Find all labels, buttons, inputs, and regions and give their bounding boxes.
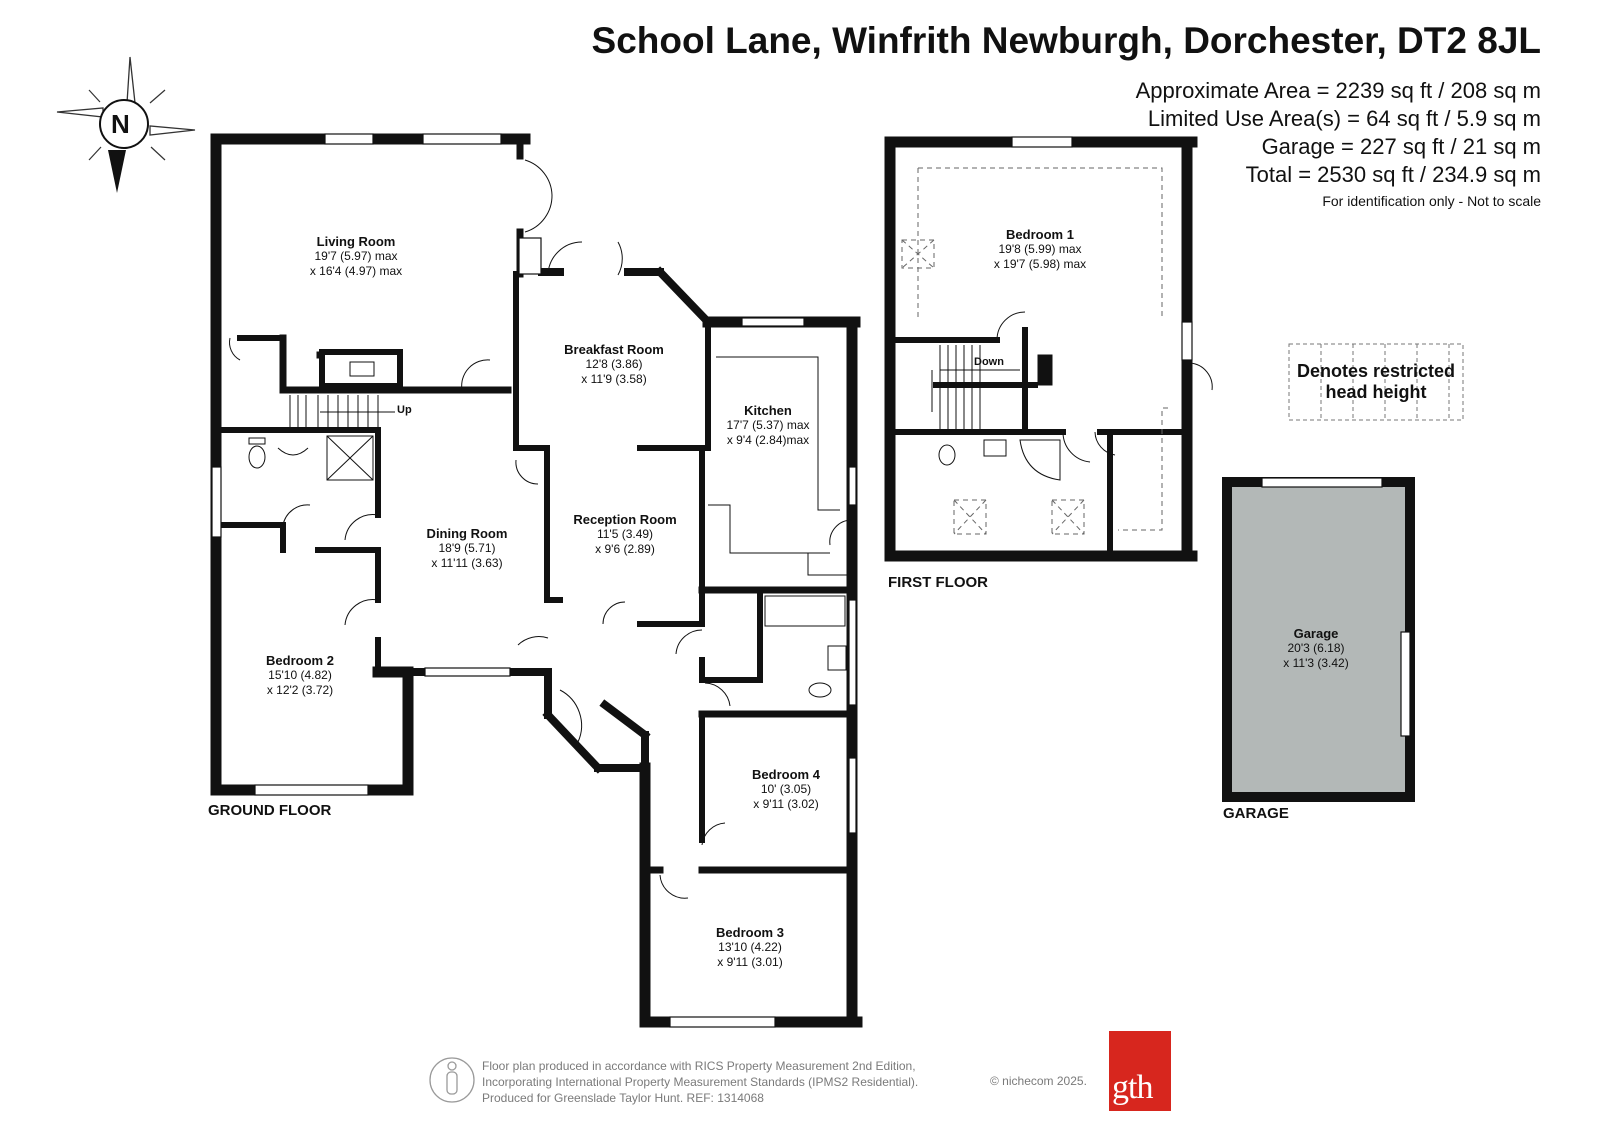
ipms-person-icon [430,1058,474,1102]
limited-use-area: Limited Use Area(s) = 64 sq ft / 5.9 sq m [1147,106,1541,131]
first-floor-label: FIRST FLOOR [888,574,988,591]
first-floor-walls [890,142,1192,556]
property-title: School Lane, Winfrith Newburgh, Dorchester, DT2 8JL [591,20,1541,61]
footer-text: Floor plan produced in accordance with RICS Property Measurement 2nd Edition, Incorporating International Property Measurement Standards (IPMS2 Residential). Produced for Greenslade Taylor Hunt. REF: 1314068 [482,1059,919,1105]
copyright-text: © nichecom 2025. [990,1074,1087,1088]
total-area: Total = 2530 sq ft / 234.9 sq m [1245,162,1541,187]
room-reception: Reception Room 11'5 (3.49) x 9'6 (2.89) [573,512,677,556]
room-bedroom-4: Bedroom 4 10' (3.05) x 9'11 (3.02) [752,767,820,811]
room-bedroom-3: Bedroom 3 13'10 (4.22) x 9'11 (3.01) [716,925,784,969]
approximate-area: Approximate Area = 2239 sq ft / 208 sq m [1135,78,1541,103]
room-garage: Garage 20'3 (6.18) x 11'3 (3.42) [1283,626,1349,670]
ground-shower-wc [249,436,373,480]
identification-note: For identification only - Not to scale [1322,193,1541,209]
kitchen-counters [708,357,852,575]
ground-bath-fixtures [765,596,846,697]
ground-floor-windows [212,134,856,1027]
room-bedroom-2: Bedroom 2 15'10 (4.82) x 12'2 (3.72) [266,653,334,697]
first-floor-restricted-area [902,168,1168,534]
garage-floor-label: GARAGE [1223,805,1289,822]
gth-logo: gth [1109,1031,1171,1111]
ground-stairs [290,395,395,430]
room-living: Living Room 19'7 (5.97) max x 16'4 (4.97) max [309,234,403,278]
room-breakfast: Breakfast Room 12'8 (3.86) x 11'9 (3.58) [564,342,664,386]
restricted-legend: Denotes restricted head height [1296,361,1456,402]
garage-area: Garage = 227 sq ft / 21 sq m [1261,134,1541,159]
compass-north-label: N [111,109,130,139]
stairs-up-label: Up [397,404,412,416]
stairs-down-label: Down [974,356,1004,368]
fireplace-icon [322,352,400,386]
ground-floor-label: GROUND FLOOR [208,802,332,819]
first-floor-bath-fixtures [939,440,1060,480]
room-bedroom-1: Bedroom 1 19'8 (5.99) max x 19'7 (5.98) max [993,227,1087,271]
room-kitchen: Kitchen 17'7 (5.37) max x 9'4 (2.84)max [726,403,810,447]
room-dining: Dining Room 18'9 (5.71) x 11'11 (3.63) [426,526,508,570]
